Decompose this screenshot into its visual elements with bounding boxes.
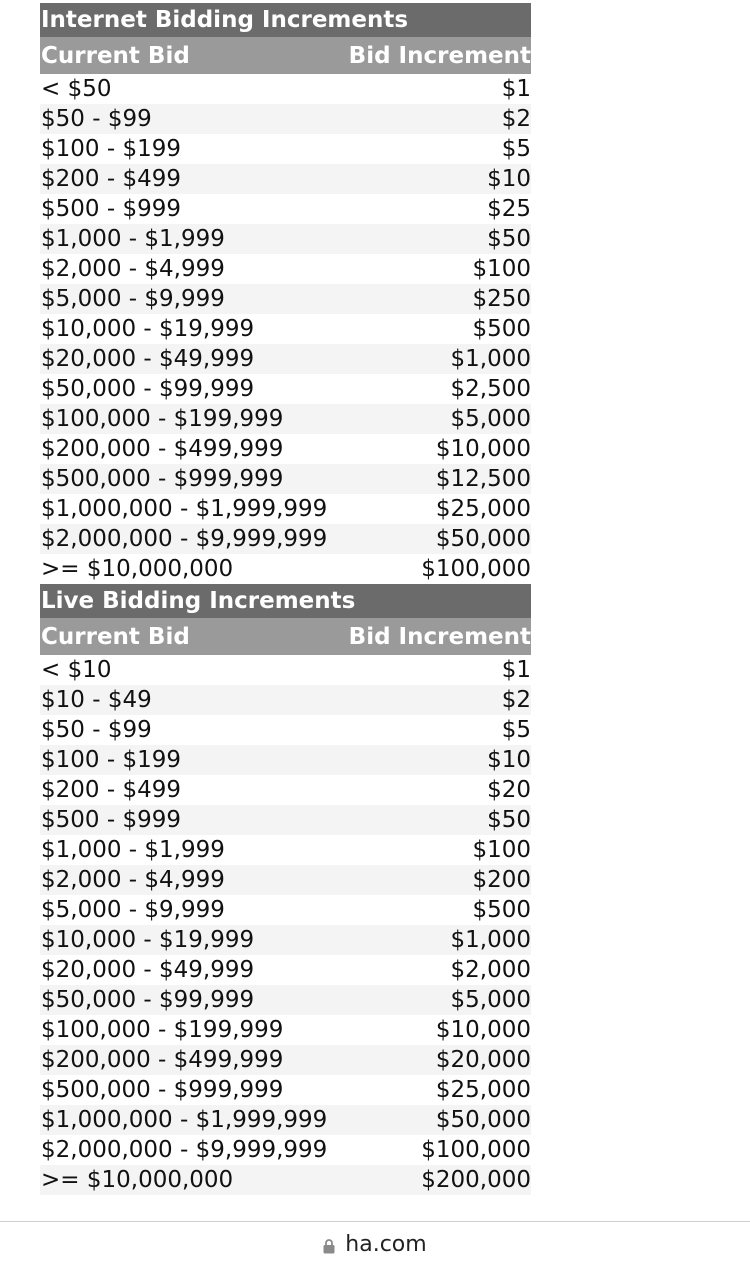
- table-row: [40, 134, 531, 164]
- current-bid-range: $10,000 - $19,999: [41, 927, 255, 953]
- bid-increment-value: $10: [487, 166, 531, 192]
- current-bid-range: >= $10,000,000: [41, 556, 234, 582]
- bid-increment-value: $20: [487, 777, 531, 803]
- current-bid-range: $50,000 - $99,999: [41, 376, 255, 402]
- table-row: [40, 1075, 531, 1105]
- current-bid-range: $200 - $499: [41, 166, 181, 192]
- current-bid-range: $2,000,000 - $9,999,999: [41, 1137, 328, 1163]
- table-row: [40, 985, 531, 1015]
- current-bid-range: $200 - $499: [41, 777, 181, 803]
- current-bid-header: Current Bid: [41, 42, 190, 69]
- current-bid-range: $200,000 - $499,999: [41, 436, 284, 462]
- current-bid-range: $2,000 - $4,999: [41, 256, 225, 282]
- bid-increment-value: $2,000: [450, 957, 531, 983]
- table-row: [40, 655, 531, 685]
- current-bid-range: $10,000 - $19,999: [41, 316, 255, 342]
- table-row: [40, 74, 531, 104]
- bid-increment-value: $5: [501, 717, 531, 743]
- bid-increment-value: $200: [472, 867, 531, 893]
- current-bid-range: $2,000,000 - $9,999,999: [41, 526, 328, 552]
- table-row: [40, 344, 531, 374]
- table-row: [40, 194, 531, 224]
- table-row: [40, 434, 531, 464]
- table-row: [40, 1015, 531, 1045]
- table-row: [40, 254, 531, 284]
- bid-increment-value: $10,000: [435, 1017, 531, 1043]
- live-bidding-title: Live Bidding Increments: [40, 584, 531, 618]
- bid-increment-value: $50,000: [435, 526, 531, 552]
- current-bid-range: >= $10,000,000: [41, 1167, 234, 1193]
- table-row: [40, 715, 531, 745]
- table-row: [40, 314, 531, 344]
- current-bid-range: $2,000 - $4,999: [41, 867, 225, 893]
- lock-icon: [323, 1238, 335, 1254]
- table-row: [40, 524, 531, 554]
- current-bid-range: $100,000 - $199,999: [41, 406, 284, 432]
- current-bid-range: $200,000 - $499,999: [41, 1047, 284, 1073]
- bid-increment-value: $100,000: [421, 1137, 531, 1163]
- internet-table-header: [40, 37, 531, 74]
- current-bid-range: $1,000,000 - $1,999,999: [41, 496, 328, 522]
- internet-table-body: [40, 74, 531, 584]
- bid-increment-header: Bid Increment: [348, 42, 531, 69]
- current-bid-range: $1,000,000 - $1,999,999: [41, 1107, 328, 1133]
- browser-address-bar[interactable]: [0, 1221, 750, 1267]
- bid-increment-value: $200,000: [421, 1167, 531, 1193]
- table-row: [40, 1105, 531, 1135]
- current-bid-range: $100 - $199: [41, 136, 181, 162]
- table-row: [40, 685, 531, 715]
- current-bid-range: $500,000 - $999,999: [41, 466, 284, 492]
- bid-increment-value: $1,000: [450, 927, 531, 953]
- bid-increment-header: Bid Increment: [348, 623, 531, 650]
- bid-increment-value: $12,500: [435, 466, 531, 492]
- table-row: [40, 1165, 531, 1195]
- bid-increment-value: $10: [487, 747, 531, 773]
- table-row: [40, 554, 531, 584]
- bid-increment-value: $500: [472, 897, 531, 923]
- current-bid-range: $50 - $99: [41, 106, 152, 132]
- current-bid-range: $1,000 - $1,999: [41, 837, 225, 863]
- internet-bidding-title: Internet Bidding Increments: [40, 3, 531, 37]
- bid-increment-value: $1,000: [450, 346, 531, 372]
- internet-bidding-section: [40, 3, 531, 584]
- bid-increment-value: $2: [501, 106, 531, 132]
- table-row: [40, 104, 531, 134]
- table-row: [40, 955, 531, 985]
- table-row: [40, 925, 531, 955]
- table-row: [40, 805, 531, 835]
- bid-increment-value: $5,000: [450, 987, 531, 1013]
- table-row: [40, 835, 531, 865]
- bid-increment-value: $100,000: [421, 556, 531, 582]
- table-row: [40, 1135, 531, 1165]
- bidding-increments-page: [40, 3, 531, 1195]
- table-row: [40, 494, 531, 524]
- live-bidding-section: [40, 584, 531, 1195]
- current-bid-range: $500 - $999: [41, 196, 181, 222]
- table-row: [40, 284, 531, 314]
- current-bid-range: $20,000 - $49,999: [41, 957, 255, 983]
- bid-increment-value: $25: [487, 196, 531, 222]
- table-row: [40, 164, 531, 194]
- bid-increment-value: $1: [501, 76, 531, 102]
- current-bid-range: $5,000 - $9,999: [41, 897, 225, 923]
- current-bid-range: $5,000 - $9,999: [41, 286, 225, 312]
- bid-increment-value: $50: [487, 807, 531, 833]
- bid-increment-value: $10,000: [435, 436, 531, 462]
- bid-increment-value: $100: [472, 256, 531, 282]
- current-bid-range: $100 - $199: [41, 747, 181, 773]
- bid-increment-value: $25,000: [435, 1077, 531, 1103]
- table-row: [40, 745, 531, 775]
- bid-increment-value: $500: [472, 316, 531, 342]
- bid-increment-value: $50,000: [435, 1107, 531, 1133]
- bid-increment-value: $25,000: [435, 496, 531, 522]
- table-row: [40, 224, 531, 254]
- table-row: [40, 1045, 531, 1075]
- table-row: [40, 775, 531, 805]
- current-bid-range: $500 - $999: [41, 807, 181, 833]
- bid-increment-value: $1: [501, 657, 531, 683]
- current-bid-range: $50 - $99: [41, 717, 152, 743]
- bid-increment-value: $50: [487, 226, 531, 252]
- current-bid-range: < $50: [41, 76, 112, 102]
- bid-increment-value: $250: [472, 286, 531, 312]
- table-row: [40, 895, 531, 925]
- table-row: [40, 865, 531, 895]
- current-bid-header: Current Bid: [41, 623, 190, 650]
- live-table-header: [40, 618, 531, 655]
- bid-increment-value: $20,000: [435, 1047, 531, 1073]
- table-row: [40, 374, 531, 404]
- current-bid-range: < $10: [41, 657, 112, 683]
- bid-increment-value: $2,500: [450, 376, 531, 402]
- table-row: [40, 464, 531, 494]
- bid-increment-value: $100: [472, 837, 531, 863]
- current-bid-range: $20,000 - $49,999: [41, 346, 255, 372]
- current-bid-range: $1,000 - $1,999: [41, 226, 225, 252]
- current-bid-range: $100,000 - $199,999: [41, 1017, 284, 1043]
- current-bid-range: $10 - $49: [41, 687, 152, 713]
- site-domain: ha.com: [345, 1232, 427, 1257]
- bid-increment-value: $5: [501, 136, 531, 162]
- current-bid-range: $50,000 - $99,999: [41, 987, 255, 1013]
- live-table-body: [40, 655, 531, 1195]
- bid-increment-value: $2: [501, 687, 531, 713]
- bid-increment-value: $5,000: [450, 406, 531, 432]
- current-bid-range: $500,000 - $999,999: [41, 1077, 284, 1103]
- table-row: [40, 404, 531, 434]
